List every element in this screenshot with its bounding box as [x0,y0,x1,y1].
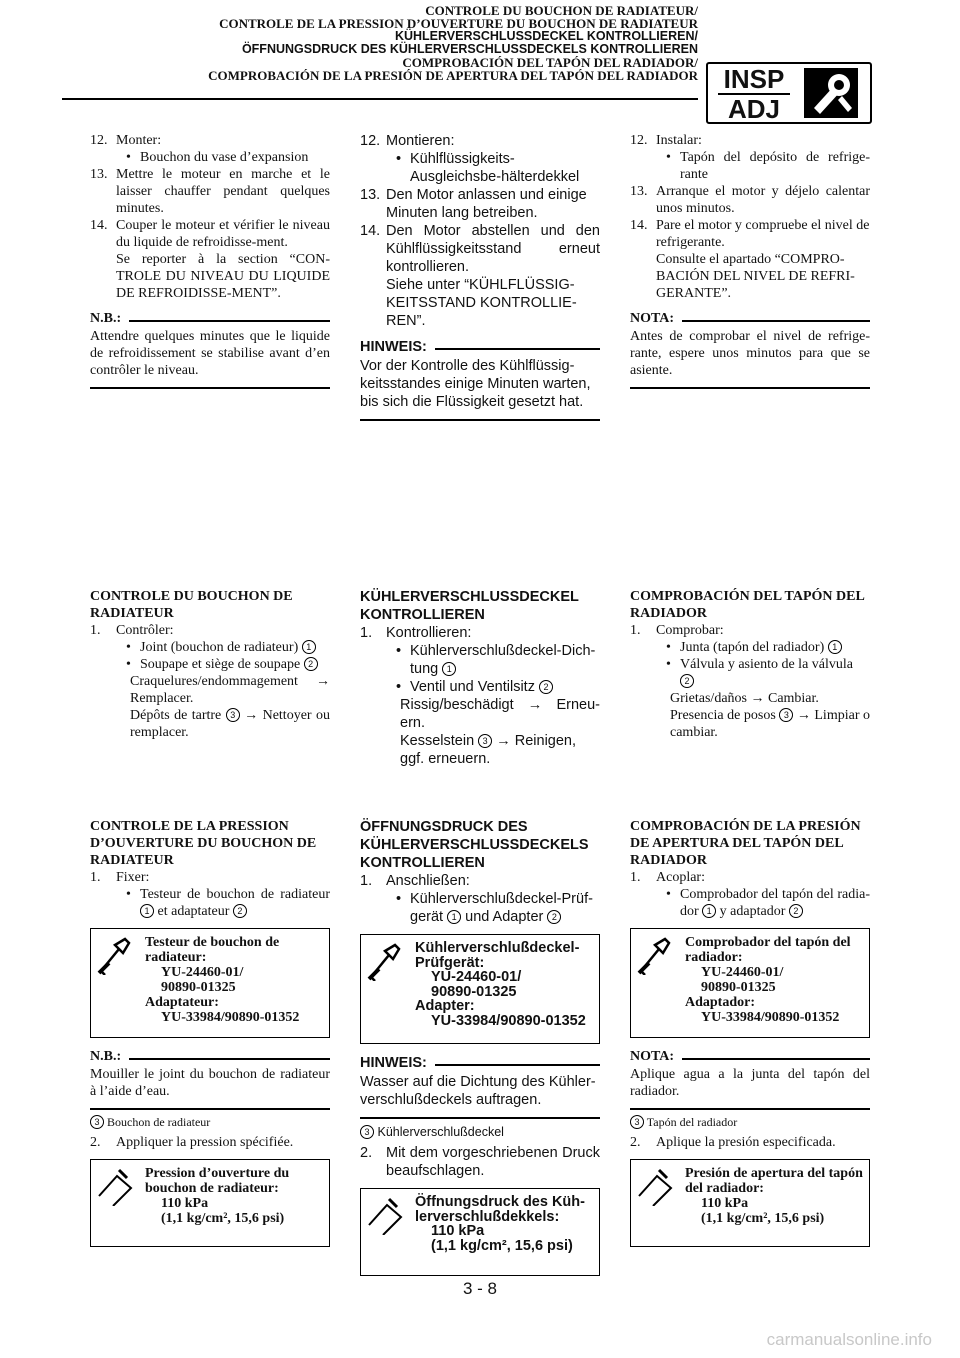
spec-box [360,1188,600,1276]
step-text: Arranque el motor y déjelo calentar unos minutos. [656,184,870,216]
spec-label: Öffnungsdruck des Küh-lerverschlußdekkels: [415,1194,585,1225]
callout-2: 2 [789,904,803,918]
section-title: COMPROBACIÓN DE LA PRESIÓN DE APERTURA DEL TAPÓN DEL RADIADOR [630,819,861,868]
tool-code: YU-33984/90890-01352 [701,1010,840,1025]
bullet: • [666,640,671,655]
tool-label: Adapter: [415,998,475,1014]
step-number: 1. [90,623,101,638]
fr-block-2 [90,588,330,741]
note-heading: NOTA: [630,1049,675,1064]
spec-box [630,1159,870,1247]
tool-label: Kühlerverschlußdeckel-Prüfgerät: [415,940,580,971]
step-reference: Se reporter à la section “CON-TROLE DU NIVEAU DU LIQUIDE DE REFROIDISSE-MENT”. [116,252,330,301]
bullet-text: Bouchon du vase d’expansion [140,150,309,165]
spec-icon [97,1166,133,1206]
callout-3: 3 [630,1115,644,1129]
result-line: → Limpiar o cambiar. [670,708,870,740]
step-text: Kontrollieren: [386,625,472,641]
tool-label: Adaptador: [685,995,756,1010]
step-text: Instalar: [656,133,702,148]
bullet-text: et adaptateur [157,904,230,919]
callout-2: 2 [547,910,561,924]
page-header [208,4,698,82]
note-heading: HINWEIS: [360,339,427,355]
es-block-2 [630,588,870,741]
note-box [630,310,870,389]
tool-code: 90890-01325 [161,980,236,995]
spec-label: Presión de apertura del tapón del radiador: [685,1166,863,1196]
callout-2: 2 [539,680,553,694]
spec-value: 110 kPa [701,1196,749,1211]
bullet-text: Testeur de bouchon de radiateur [140,887,330,902]
section-title: CONTROLE DE LA PRESSION D’OUVERTURE DU BOUCHON DE RADIATEUR [90,819,317,868]
spec-value: 110 kPa [161,1196,209,1211]
fr-block-1 [90,132,330,389]
result-line: Rissig/beschädigt → Erneu-ern. [400,697,600,731]
step-number: 12. [360,133,381,149]
spec-icon [367,1195,403,1235]
header-line: COMPROBACIÓN DEL TAPÓN DEL RADIADOR/ [402,55,698,70]
de-block-3 [360,818,600,1276]
es-block-1 [630,132,870,389]
result-line: → Reinigen, ggf. erneuern. [400,733,577,767]
tool-code: YU-33984/90890-01352 [161,1010,300,1025]
tool-icon [637,935,673,975]
tool-code: YU-24460-01/ [701,965,784,980]
result-line: Grietas/daños → Cambiar. [670,691,819,706]
step-reference: Consulte el apartado “COMPRO-BACIÓN DEL NIVEL DE REFRI-GERANTE”. [656,252,855,301]
legend-text: Tapón del radiador [646,1115,738,1129]
bullet-text: Ventil und Ventilsitz [410,679,535,695]
step-number: 1. [630,623,641,638]
step-text: Comprobar: [656,623,724,638]
tool-icon [97,935,133,975]
step-number: 2. [90,1135,101,1150]
special-tool-box [90,928,330,1038]
special-tool-box [630,928,870,1038]
bullet-text: Tapón del depósito de refrige-rante [680,150,870,182]
header-line: CONTROLE DU BOUCHON DE RADIATEUR/ [425,3,698,18]
bullet-text: und Adapter [465,909,544,925]
step-text: Den Motor anlassen und einige Minuten lang betreiben. [386,187,587,221]
bullet-text: Junta (tapón del radiador) [680,640,825,655]
step-text: Den Motor abstellen und den Kühlflüssigkeitsstand erneut kontrollieren. [386,223,600,275]
step-number: 13. [90,167,108,182]
note-heading: N.B.: [90,311,122,326]
callout-2: 2 [680,674,694,688]
step-text: Fixer: [116,870,150,885]
step-text: Aplique la presión especificada. [656,1135,836,1150]
step-number: 1. [360,625,373,641]
tool-code: YU-24460-01/ [161,965,244,980]
spec-value: 110 kPa [431,1223,485,1239]
note-box [360,1054,600,1119]
de-block-2 [360,588,600,768]
result-line: Kesselstein [400,733,475,749]
spec-value: (1,1 kg/cm², 15,6 psi) [431,1237,573,1254]
callout-2: 2 [233,904,247,918]
bullet-text: Soupape et siège de soupape [140,657,301,672]
wrench-icon [804,68,858,118]
callout-2: 2 [304,657,318,671]
step-text: Anschließen: [386,873,470,889]
step-number: 1. [630,870,641,885]
badge-insp: INSP [723,64,785,94]
note-text: Wasser auf die Dichtung des Kühler-verschlußdeckels auftragen. [360,1074,596,1108]
bullet-text: Válvula y asiento de la válvula [680,657,853,672]
note-text: Vor der Kontrolle des Kühlflüssig-keitsstandes einige Minuten warten, bis sich die Flüssigkeit gesetzt hat. [360,358,591,410]
watermark: carmanualsonline.info [766,1330,932,1349]
step-number: 1. [90,870,101,885]
note-text: Attendre quelques minutes que le liquide de refroidissement se stabilise avant d’en contrôler le niveau. [90,329,330,378]
tool-label: Testeur de bouchon de radiateur: [145,935,280,965]
tool-icon [367,941,403,981]
note-box [90,310,330,389]
tool-code: 90890-01325 [701,980,776,995]
bullet-text: Kühlerverschlußdeckel-Prüf-gerät [410,891,593,925]
bullet: • [666,887,671,902]
callout-3: 3 [478,734,492,748]
note-box [630,1048,870,1110]
bullet: • [396,151,402,167]
bullet: • [666,150,671,165]
step-number: 13. [360,187,381,203]
step-text: Acoplar: [656,870,705,885]
note-heading: NOTA: [630,311,675,326]
bullet-text: Kühlerverschlußdeckel-Dich-tung [410,643,596,677]
bullet: • [396,679,402,695]
bullet: • [126,150,131,165]
callout-1: 1 [442,662,456,676]
badge-adj: ADJ [727,94,780,124]
spec-box [90,1159,330,1247]
callout-3: 3 [779,708,793,722]
special-tool-box [360,934,600,1044]
callout-1: 1 [828,640,842,654]
step-number: 12. [90,133,108,148]
fr-block-3 [90,818,330,1247]
callout-1: 1 [302,640,316,654]
step-text: Appliquer la pression spécifiée. [116,1135,294,1150]
tool-label: Comprobador del tapón del radiador: [685,935,851,965]
spec-icon [637,1166,673,1206]
section-title: CONTROLE DU BOUCHON DE RADIATEUR [90,589,293,621]
spec-label: Pression d’ouverture du bouchon de radiateur: [145,1166,290,1196]
step-text: Mettre le moteur en marche et le laisser chauffer pendant quelques minutes. [116,167,330,216]
header-line: KÜHLERVERSCHLUSSDECKEL KONTROLLIEREN/ [394,29,698,43]
step-number: 12. [630,133,648,148]
page-number: 3 - 8 [462,1279,498,1298]
step-text: Mit dem vorgeschriebenen Druck beaufschlagen. [386,1145,600,1179]
step-number: 13. [630,184,648,199]
tool-code: YU-33984/90890-01352 [431,1012,586,1029]
legend-text: Bouchon de radiateur [107,1115,211,1129]
tool-label: Adaptateur: [145,995,219,1010]
step-number: 14. [630,218,648,233]
bullet-text: Comprobador del tapón del radia-dor [680,887,870,919]
section-title: KÜHLERVERSCHLUSSDECKEL KONTROLLIEREN [360,589,579,623]
callout-3: 3 [226,708,240,722]
bullet-text: Kühlflüssigkeits-Ausgleichsbe-hälterdekkel [410,151,580,185]
note-heading: N.B.: [90,1049,122,1064]
de-block-1 [360,132,600,421]
callout-1: 1 [702,904,716,918]
note-text: Mouiller le joint du bouchon de radiateur à l’aide d’eau. [90,1067,330,1099]
callout-1: 1 [140,904,154,918]
step-text: Monter: [116,133,162,148]
result-line: → Nettoyer ou remplacer. [130,708,331,740]
bullet: • [666,657,671,672]
callout-1: 1 [447,910,461,924]
spec-value: (1,1 kg/cm², 15,6 psi) [161,1211,285,1226]
section-title: ÖFFNUNGSDRUCK DES KÜHLERVERSCHLUSSDECKELS KONTROLLIEREN [360,819,589,871]
bullet: • [396,891,402,907]
step-number: 14. [90,218,108,233]
es-block-3 [630,818,870,1247]
bullet-text: y adaptador [719,904,786,919]
header-line: CONTROLE DE LA PRESSION D’OUVERTURE DU BOUCHON DE RADIATEUR [219,16,698,31]
step-text: Pare el motor y compruebe el nivel de refrigerante. [656,218,870,250]
step-text: Couper le moteur et vérifier le niveau du liquide de refroidisse-ment. [116,218,330,250]
header-line: COMPROBACIÓN DE LA PRESIÓN DE APERTURA DEL TAPÓN DEL RADIADOR [208,68,698,83]
result-line: Presencia de posos [670,708,776,723]
legend-text: Kühlerverschlußdeckel [377,1125,504,1139]
step-number: 2. [360,1145,373,1161]
note-heading: HINWEIS: [360,1055,427,1071]
bullet: • [126,887,131,902]
note-text: Aplique agua a la junta del tapón del radiador. [630,1067,870,1099]
step-text: Contrôler: [116,623,174,638]
bullet-text: Joint (bouchon de radiateur) [140,640,299,655]
bullet: • [396,643,402,659]
result-line: Dépôts de tartre [130,708,222,723]
header-rule [62,98,698,100]
note-text: Antes de comprobar el nivel de refrige-rante, espere unos minutos para que se asiente. [630,329,870,378]
tool-code: YU-24460-01/ [431,969,522,985]
result-line: Craquelures/endommagement → Remplacer. [130,674,330,706]
spec-value: (1,1 kg/cm², 15,6 psi) [701,1211,825,1226]
step-number: 2. [630,1135,641,1150]
section-title: COMPROBACIÓN DEL TAPÓN DEL RADIADOR [630,589,865,621]
callout-3: 3 [90,1115,104,1129]
bullet: • [126,640,131,655]
header-line: ÖFFNUNGSDRUCK DES KÜHLERVERSCHLUSSDECKELS KONTROLLIEREN [241,42,698,56]
step-reference: Siehe unter “KÜHLFLÜSSIG-KEITSSTAND KONTROLLIE-REN”. [386,277,577,329]
insp-adj-badge [706,62,872,124]
bullet: • [126,657,131,672]
step-number: 1. [360,873,373,889]
callout-3: 3 [360,1125,374,1139]
note-box [90,1048,330,1110]
tool-code: 90890-01325 [431,983,517,1000]
note-box [360,338,600,421]
step-number: 14. [360,223,381,239]
step-text: Montieren: [386,133,455,149]
